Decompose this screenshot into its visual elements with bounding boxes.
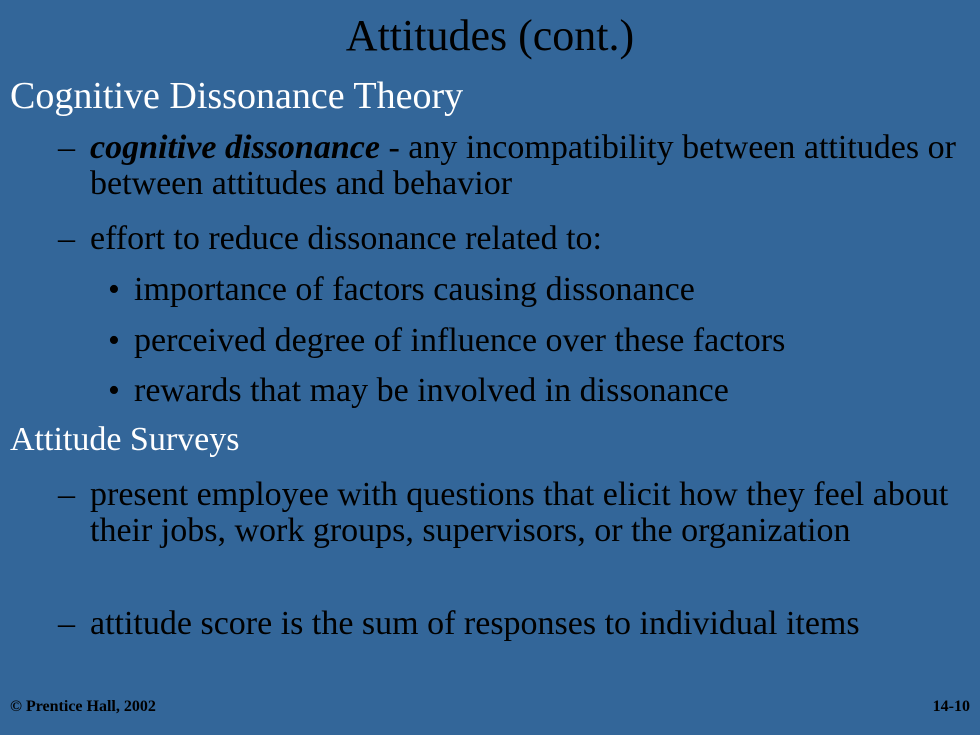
dash-marker: – — [58, 129, 75, 166]
section-heading-cognitive-dissonance: Cognitive Dissonance Theory — [10, 75, 464, 117]
list-item-definition — [58, 130, 958, 202]
list-item-text — [90, 130, 958, 202]
list-item-text: present employee with questions that elicit how they feel about their jobs, work groups, supervisors, or the organization — [90, 476, 949, 549]
sub-list-item-text: rewards that may be involved in dissonance — [134, 372, 729, 409]
bullet-marker: • — [108, 322, 120, 359]
footer-page-number: 14-10 — [932, 698, 970, 715]
section-heading-attitude-surveys: Attitude Surveys — [10, 421, 240, 458]
list-item-effort — [58, 221, 958, 257]
definition-text: - any incompatibility between attitudes or between attitudes and behavior — [90, 129, 956, 202]
sub-list-item — [108, 323, 785, 359]
list-item-text: effort to reduce dissonance related to: — [90, 220, 602, 257]
sub-list-item-text: perceived degree of influence over these factors — [134, 322, 786, 359]
dash-marker: – — [58, 476, 75, 513]
list-item-attitude-score — [58, 606, 958, 642]
dash-marker: – — [58, 220, 75, 257]
footer-copyright: © Prentice Hall, 2002 — [10, 698, 156, 715]
sub-list-item — [108, 272, 695, 308]
sub-list-item — [108, 373, 729, 409]
list-item-survey-questions — [58, 477, 958, 549]
bullet-marker: • — [108, 372, 120, 409]
sub-list-item-text: importance of factors causing dissonance — [134, 271, 695, 308]
list-item-text: attitude score is the sum of responses to individual items — [90, 605, 860, 642]
defined-term: cognitive dissonance — [90, 129, 380, 166]
bullet-marker: • — [108, 271, 120, 308]
slide-title: Attitudes (cont.) — [345, 11, 635, 60]
dash-marker: – — [58, 605, 75, 642]
